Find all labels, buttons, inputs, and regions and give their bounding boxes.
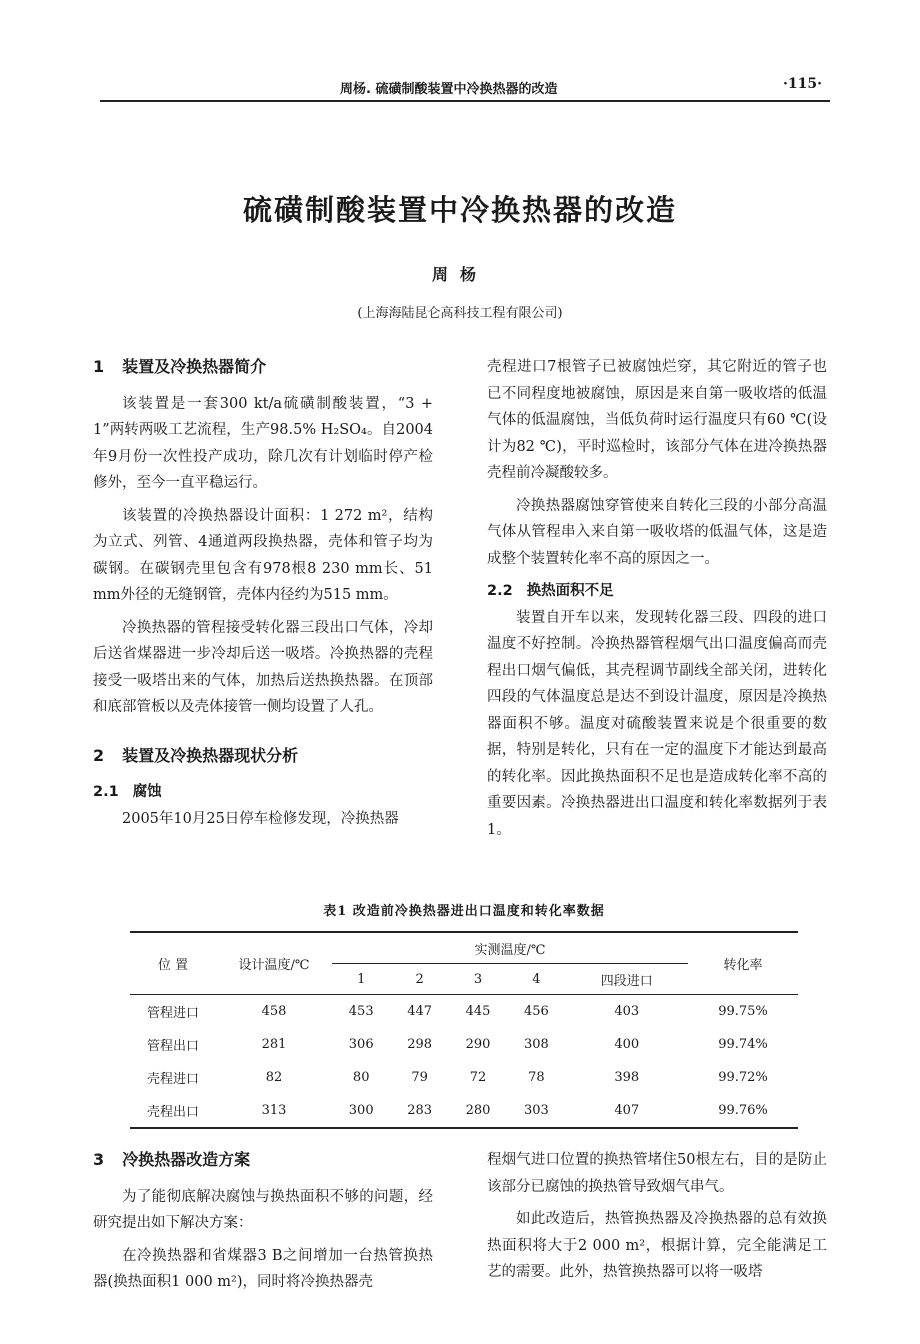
- table-row: [130, 995, 798, 1029]
- table-cell: 管程出口: [146, 1039, 199, 1054]
- table-cell: 403: [614, 1004, 640, 1019]
- section-title: 冷换热器改造方案: [122, 1150, 251, 1169]
- table-cell: 298: [407, 1037, 433, 1052]
- table-cell: 447: [407, 1004, 433, 1019]
- column-header-position: 位 置: [130, 932, 216, 995]
- table-cell: 78: [528, 1070, 545, 1085]
- table-cell: 290: [465, 1037, 491, 1052]
- paragraph-continued: 程烟气进口位置的换热管堵住50根左右，目的是防止该部分已腐蚀的换热管导致烟气串气。: [487, 1152, 827, 1195]
- section-1-heading: [93, 354, 433, 381]
- author: 周杨: [431, 265, 488, 284]
- table-cell: 281: [261, 1037, 287, 1052]
- left-column-upper: [93, 354, 433, 838]
- table-row: [130, 1061, 798, 1094]
- table-cell: 456: [524, 1004, 549, 1019]
- section-title: 装置及冷换热器简介: [122, 357, 267, 376]
- table-cell: 303: [507, 1094, 565, 1128]
- column-header-sub: 3: [449, 964, 507, 995]
- table-cell: 445: [465, 1004, 491, 1019]
- table-cell: 300: [332, 1094, 390, 1128]
- section-number: 1: [93, 357, 105, 376]
- column-header-sub: 4: [507, 964, 565, 995]
- table-cell: 82: [265, 1070, 283, 1085]
- table-cell: 99.75%: [718, 1004, 768, 1019]
- table-cell: 313: [216, 1094, 332, 1128]
- section-3-heading: [93, 1147, 433, 1174]
- section-title: 装置及冷换热器现状分析: [122, 745, 299, 765]
- subsection-number: 2.1: [93, 784, 119, 800]
- column-header-sub: 四段进口: [566, 964, 688, 995]
- paragraph: 冷换热器腐蚀穿管使来自转化三段的小部分高温气体从管程串入来自第一吸收塔的低温气体，这是造成整个装置转化率不高的原因之一。: [487, 497, 827, 567]
- table-cell: 306: [348, 1037, 374, 1052]
- table-cell: 壳程出口: [130, 1094, 216, 1128]
- column-header-sub: 2: [390, 964, 448, 995]
- subsection-title: 腐蚀: [132, 784, 162, 800]
- table-row: [130, 1028, 798, 1061]
- page-number: ·115·: [783, 76, 822, 92]
- table-cell: 407: [566, 1094, 688, 1128]
- paragraph: 冷换热器的管程接受转化器三段出口气体，冷却后送省煤器进一步冷却后送一吸塔。冷换热器的壳程接受一吸塔出来的气体，加热后送热换热器。在顶部和底部管板以及壳体接管一侧均设置了人孔。: [93, 619, 433, 715]
- column-header-measured-temp: 实测温度/℃: [332, 932, 688, 964]
- paragraph: 该装置的冷换热器设计面积：1 272 m²，结构为立式、列管、4通道两段换热器，壳体和管子均为碳钢。在碳钢壳里包含有978根8 230 mm长、51 mm外径的无缝钢管，壳体内径约为515 mm。: [93, 507, 433, 603]
- table-caption: 表1 改造前冷换热器进出口温度和转化率数据: [323, 904, 605, 919]
- table-cell: 308: [524, 1037, 549, 1052]
- table-cell: 79: [411, 1070, 428, 1085]
- table-cell: 398: [614, 1070, 640, 1085]
- right-column-upper: [487, 354, 827, 849]
- paragraph-continued: 壳程进口7根管子已被腐蚀烂穿，其它附近的管子也已不同程度地被腐蚀，原因是来自第一吸收塔的低温气体的低温腐蚀，当低负荷时运行温度只有60 ℃(设计为82 ℃)，平时巡检时，该部分气体在进冷换热器壳程前冷凝酸较多。: [487, 359, 827, 481]
- table-cell: 99.72%: [718, 1070, 768, 1085]
- table-cell: 283: [390, 1094, 448, 1128]
- subsection-2-2-heading: [487, 578, 827, 605]
- data-table: [130, 931, 798, 1129]
- table-cell: 400: [614, 1037, 640, 1052]
- paragraph: 装置自开车以来，发现转化器三段、四段的进口温度不好控制。冷换热器管程烟气出口温度偏高而壳程出口烟气偏低，其壳程调节副线全部关闭，进转化四段的气体温度总是达不到设计温度，原因是冷换热器面积不够。温度对硫酸装置来说是个很重要的数据，特别是转化，只有在一定的温度下才能达到最高的转化率。因此换热面积不足也是造成转化率不高的重要因素。冷换热器进出口温度和转化率数据列于表1。: [487, 609, 827, 838]
- table-cell: 壳程进口: [146, 1072, 199, 1087]
- paragraph: 该装置是一套300 kt/a硫磺制酸装置，“3 + 1”两转两吸工艺流程，生产98.5% H₂SO₄。自2004年9月份一次性投产成功，除几次有计划临时停产检修外，至今一直平稳运行。: [93, 395, 433, 491]
- affiliation: (上海海陆昆仑高科技工程有限公司): [357, 306, 563, 321]
- paragraph: 为了能彻底解决腐蚀与换热面积不够的问题，经研究提出如下解决方案：: [93, 1188, 433, 1231]
- article-title: 硫磺制酸装置中冷换热器的改造: [242, 193, 677, 227]
- running-header: [100, 70, 830, 102]
- table-1: [130, 900, 798, 1129]
- table-row: [130, 1094, 798, 1128]
- subsection-2-1-heading: [93, 779, 433, 806]
- paragraph: 如此改造后，热管换热器及冷换热器的总有效换热面积将大于2 000 m²，根据计算，完全能满足工艺的需要。此外，热管换热器可以将一吸塔: [487, 1211, 827, 1280]
- section-2-heading: [93, 743, 433, 770]
- paragraph: 2005年10月25日停车检修发现，冷换热器: [122, 810, 399, 827]
- subsection-number: 2.2: [487, 583, 513, 599]
- table-cell: 99.76%: [688, 1094, 798, 1128]
- table-cell: 72: [469, 1070, 487, 1085]
- table-cell: 280: [449, 1094, 507, 1128]
- table-cell: 管程进口: [146, 1006, 199, 1021]
- running-title: 周杨. 硫磺制酸装置中冷换热器的改造: [340, 82, 558, 97]
- right-column-lower: [487, 1147, 827, 1292]
- left-column-lower: [93, 1147, 433, 1302]
- subsection-title: 换热面积不足: [526, 583, 614, 599]
- paragraph: 在冷换热器和省煤器3 B之间增加一台热管换热器(换热面积1 000 m²)，同时将冷换热器壳: [93, 1247, 433, 1290]
- table-cell: 453: [348, 1004, 374, 1019]
- section-number: 3: [93, 1150, 105, 1169]
- table-cell: 80: [352, 1070, 370, 1085]
- section-number: 2: [93, 745, 105, 765]
- column-header-conversion-rate: 转化率: [688, 932, 798, 995]
- table-cell: 458: [261, 1004, 287, 1019]
- table-cell: 99.74%: [718, 1037, 768, 1052]
- column-header-design-temp: 设计温度/℃: [216, 932, 332, 995]
- column-header-sub: 1: [332, 964, 390, 995]
